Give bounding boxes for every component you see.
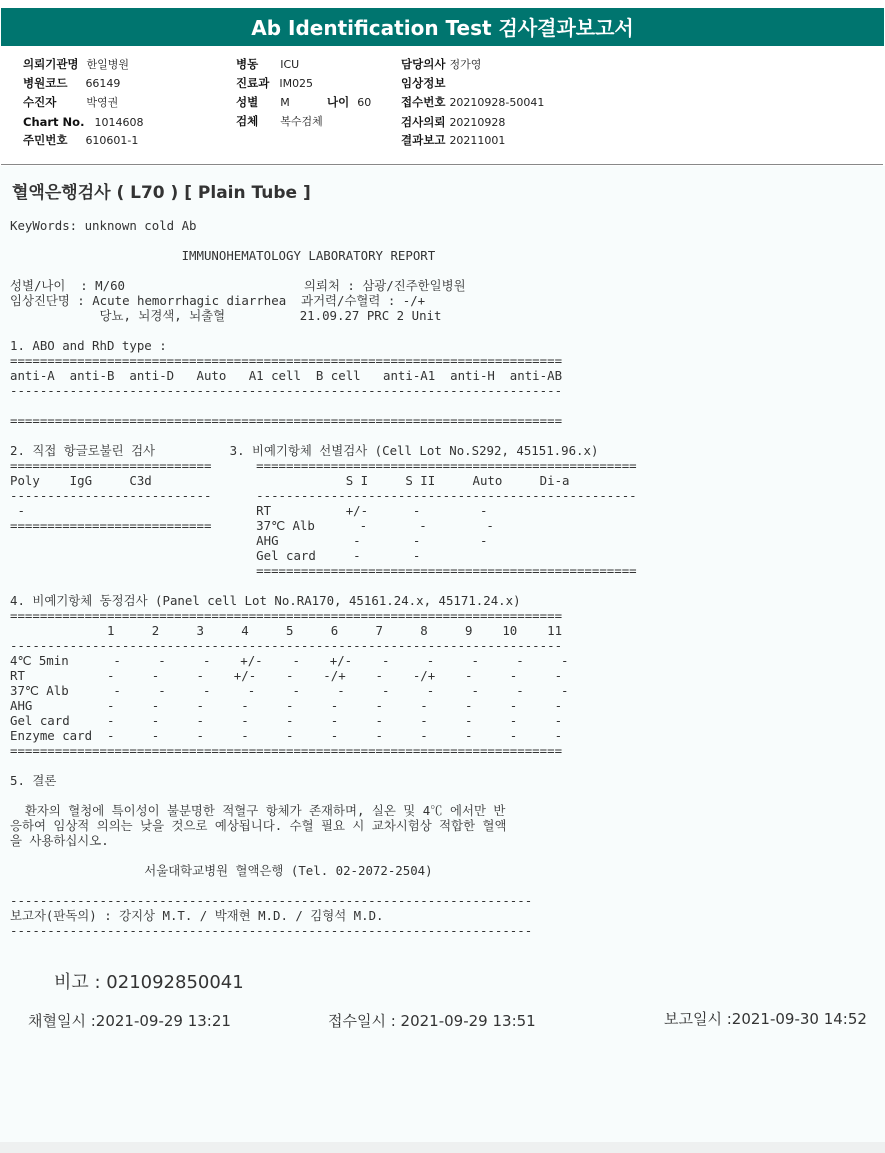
field-sex: 성별 M bbox=[236, 95, 290, 109]
collection-datetime: 채혈일시 :2021-09-29 13:21 bbox=[28, 1012, 231, 1030]
field-accession-no: 접수번호 20210928-50041 bbox=[401, 95, 545, 109]
field-hospital-code: 병원코드 66149 bbox=[23, 76, 121, 90]
field-specimen: 검체 복수검체 bbox=[236, 114, 323, 128]
receipt-datetime: 접수일시 : 2021-09-29 13:51 bbox=[328, 1012, 536, 1030]
immunohematology-report-text: KeyWords: unknown cold Ab IMMUNOHEMATOLOGY LABORATORY REPORT 성별/나이 : M/60 의뢰처 : 삼광/진주한일병원 임상진단명 : Acute hemorrhagic diarrhea 과거력/수혈력 : -/+ 당뇨, 뇌경색, 뇌출혈 21.09.27 PRC 2 Unit 1. ABO and RhD type : ========================================================================== anti-A anti-B anti-D Auto A1 cell B cell anti-A1 anti-H anti-AB -------------------------------------------------------------------------- ========================================================================== 2. 직접 항글로불린 검사 3. 비예기항체 선별검사 (Cell Lot No.S292, 45151.96.x) =========================== =================================================== Poly IgG C3d S I S II Auto Di-a --------------------------- --------------------------------------------------- - RT +/- - - =========================== 37℃ Alb - - - AHG - - - Gel card - - =================================================== 4. 비예기항체 동정검사 (Panel cell Lot No.RA170, 45161.24.x, 45171.24.x) ========================================================================== 1 2 3 4 5 6 7 8 9 10 11 -------------------------------------------------------------------------- 4℃ 5min - - - +/- - +/- - - - - - RT - - - +/- - -/+ - -/+ - - - 37℃ Alb - - - - - - - - - - - AHG - - - - - - - - - - - Gel card - - - - - - - - - - - Enzyme card - - - - - - - - - - - ========================================================================== 5. 결론 환자의 혈청에 특이성이 불분명한 적혈구 항체가 존재하며, 실온 및 4℃ 에서만 반 응하여 임상적 의의는 낮을 것으로 예상됩니다. 수혈 필요 시 교차시험상 적합한 혈액 을 사용하십시오. 서울대학교병원 혈액은행 (Tel. 02-2072-2504) ---------------------------------------------------------------------- 보고자(판독의) : 강지상 M.T. / 박재현 M.D. / 김형석 M.D. ---------------------------------------------------------------------- bbox=[10, 218, 637, 938]
field-patient-name: 수진자 박영권 bbox=[23, 95, 119, 109]
note-field: 비고 : 021092850041 bbox=[54, 972, 244, 993]
field-ward: 병동 ICU bbox=[236, 57, 300, 71]
field-department: 진료과 IM025 bbox=[236, 76, 314, 90]
field-doctor: 담당의사 정가영 bbox=[401, 57, 482, 71]
report-datetime: 보고일시 :2021-09-30 14:52 bbox=[664, 1010, 867, 1028]
report-title: Ab Identification Test 검사결과보고서 bbox=[1, 8, 884, 46]
field-clinical-info: 임상정보 bbox=[401, 76, 446, 90]
field-report-date: 결과보고 20211001 bbox=[401, 133, 506, 147]
patient-header bbox=[1, 48, 883, 165]
field-resident-no: 주민번호 610601-1 bbox=[23, 133, 139, 147]
field-chart-no: Chart No. 1014608 bbox=[23, 115, 144, 129]
test-section-title: 혈액은행검사 ( L70 ) [ Plain Tube ] bbox=[12, 183, 311, 203]
field-age: 나이 60 bbox=[327, 95, 372, 109]
field-requesting-institution: 의뢰기관명 한일병원 bbox=[23, 57, 130, 71]
field-request-date: 검사의뢰 20210928 bbox=[401, 115, 506, 129]
